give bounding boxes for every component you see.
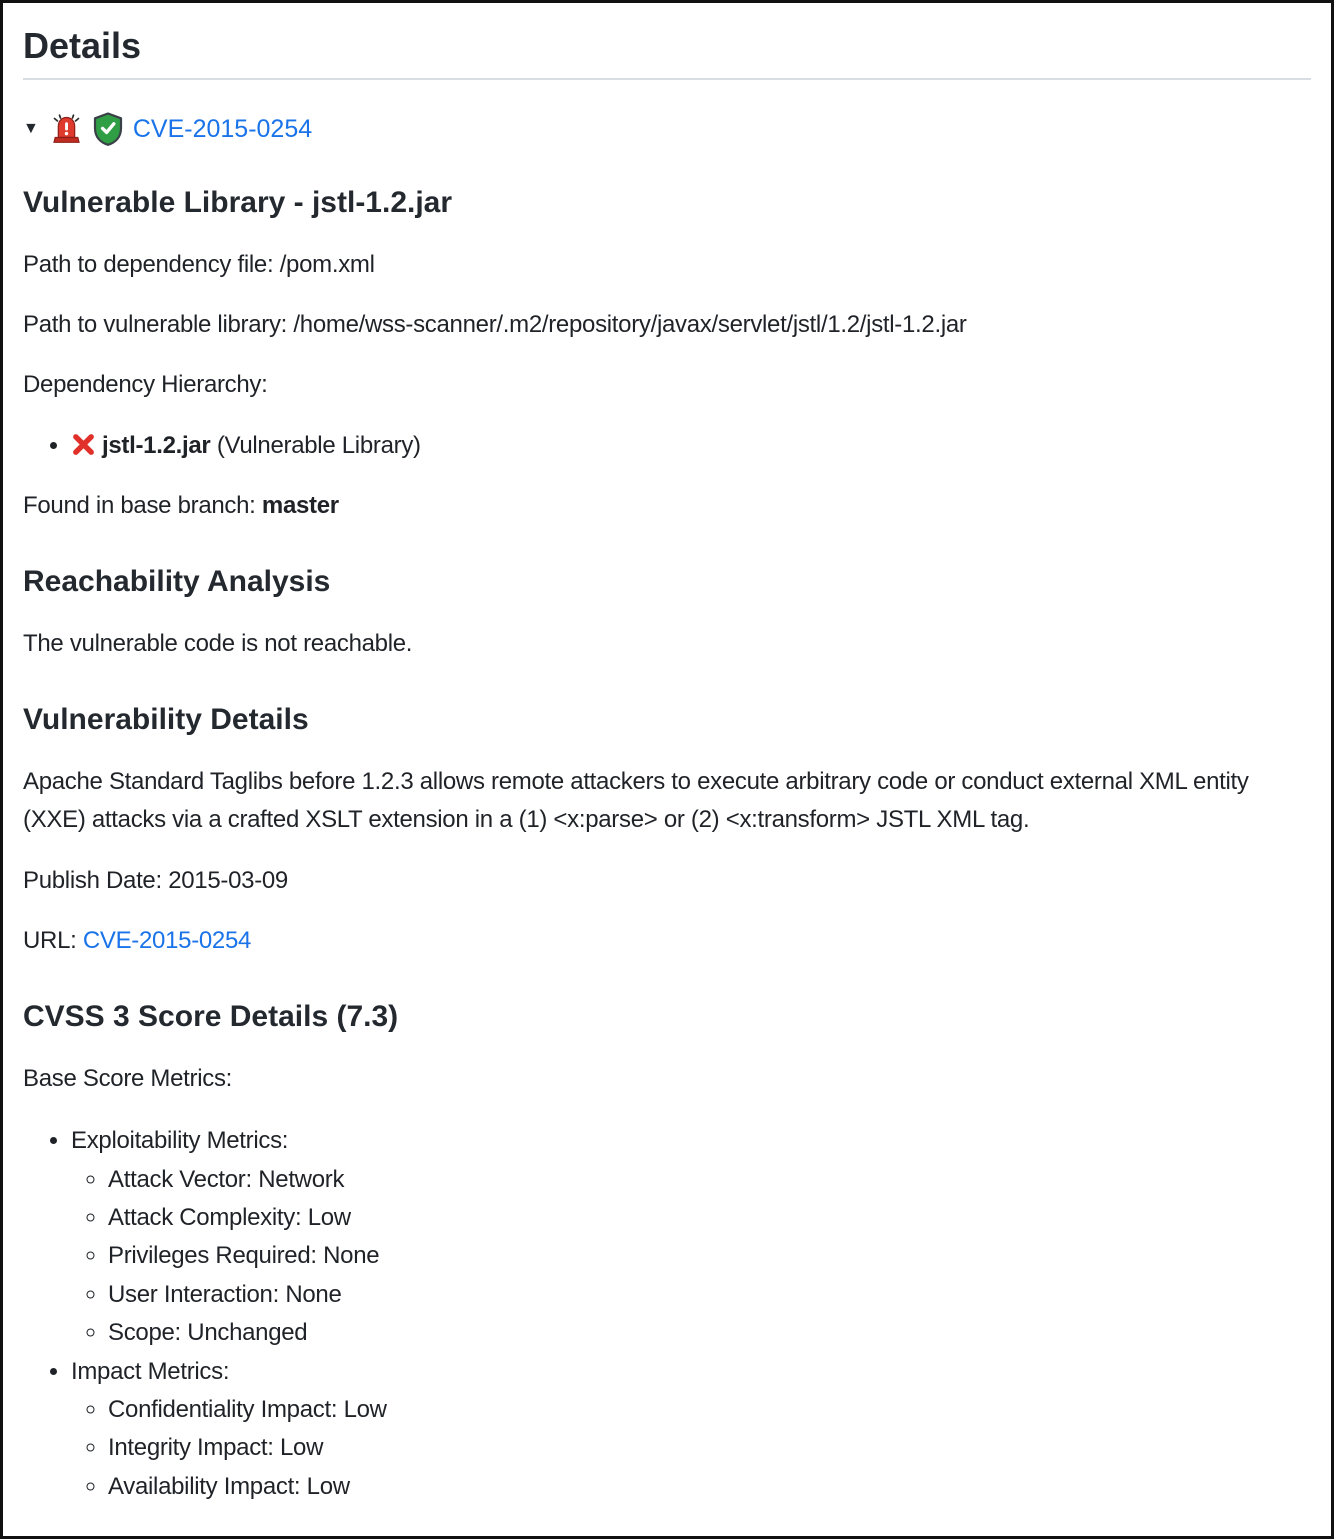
cvss-heading: CVSS 3 Score Details (7.3) [23, 1000, 399, 1034]
metric-attack-vector: ◦ Attack Vector: Network [108, 1161, 1311, 1199]
dependency-hierarchy-label: Dependency Hierarchy: [23, 371, 268, 399]
metric-user-interaction: ◦ User Interaction: None [108, 1276, 1311, 1314]
impact-metrics-sublist [71, 1391, 1311, 1506]
vulnerability-description: Apache Standard Taglibs before 1.2.3 allows remote attackers to execute arbitrary code or conduct external XML entity (XXE) attacks via a crafted XSLT extension in a (1) <x:parse> or (2) <x:transform> JSTL XML tag. [23, 767, 1249, 834]
path-to-vulnerable-library: Path to vulnerable library: /home/wss-scanner/.m2/repository/javax/servlet/jstl/1.2/jstl-1.2.jar [23, 310, 967, 338]
impact-metrics-group [71, 1353, 1311, 1507]
dependency-suffix: (Vulnerable Library) [210, 431, 421, 459]
vulnerability-details-heading: Vulnerability Details [23, 703, 309, 737]
exploitability-metrics-label: Exploitability Metrics: [71, 1127, 289, 1155]
dependency-name: jstl-1.2.jar [102, 431, 211, 459]
red-x-icon [71, 432, 96, 457]
impact-metrics-label: Impact Metrics: [71, 1357, 230, 1385]
url-row [23, 922, 1311, 960]
metric-confidentiality-impact: ◦ Confidentiality Impact: Low [108, 1391, 1311, 1429]
base-score-metrics-label: Base Score Metrics: [23, 1064, 233, 1092]
dependency-item [71, 427, 1311, 465]
metric-availability-impact: ◦ Availability Impact: Low [108, 1468, 1311, 1506]
cve-link[interactable]: CVE-2015-0254 [132, 114, 313, 143]
found-in-label: Found in base branch: [23, 492, 262, 520]
metric-attack-complexity: ◦ Attack Complexity: Low [108, 1199, 1311, 1237]
exploitability-metrics-sublist [71, 1161, 1311, 1353]
path-to-dependency-file: Path to dependency file: /pom.xml [23, 250, 375, 278]
dependency-hierarchy-list [23, 427, 1311, 465]
reachability-heading: Reachability Analysis [23, 565, 331, 599]
vulnerable-library-heading: Vulnerable Library - jstl-1.2.jar [23, 186, 453, 219]
metric-scope: ◦ Scope: Unchanged [108, 1314, 1311, 1352]
url-label: URL: [23, 927, 83, 955]
cve-url-link[interactable]: CVE-2015-0254 [82, 927, 252, 955]
exploitability-metrics-group [71, 1122, 1311, 1352]
disclosure-triangle-icon[interactable]: ▼ [23, 120, 39, 137]
reachability-text: The vulnerable code is not reachable. [23, 629, 413, 657]
branch-name: master [261, 492, 339, 520]
publish-date: Publish Date: 2015-03-09 [23, 866, 288, 894]
metric-privileges-required: ◦ Privileges Required: None [108, 1237, 1311, 1275]
found-in-base-branch [23, 487, 1311, 525]
siren-icon [50, 113, 83, 146]
cve-summary-toggle[interactable] [23, 112, 1311, 146]
metric-integrity-impact: ◦ Integrity Impact: Low [108, 1429, 1311, 1467]
cvss-metrics-list [23, 1122, 1311, 1506]
shield-check-icon [92, 112, 124, 146]
page-title: Details [23, 23, 1311, 80]
